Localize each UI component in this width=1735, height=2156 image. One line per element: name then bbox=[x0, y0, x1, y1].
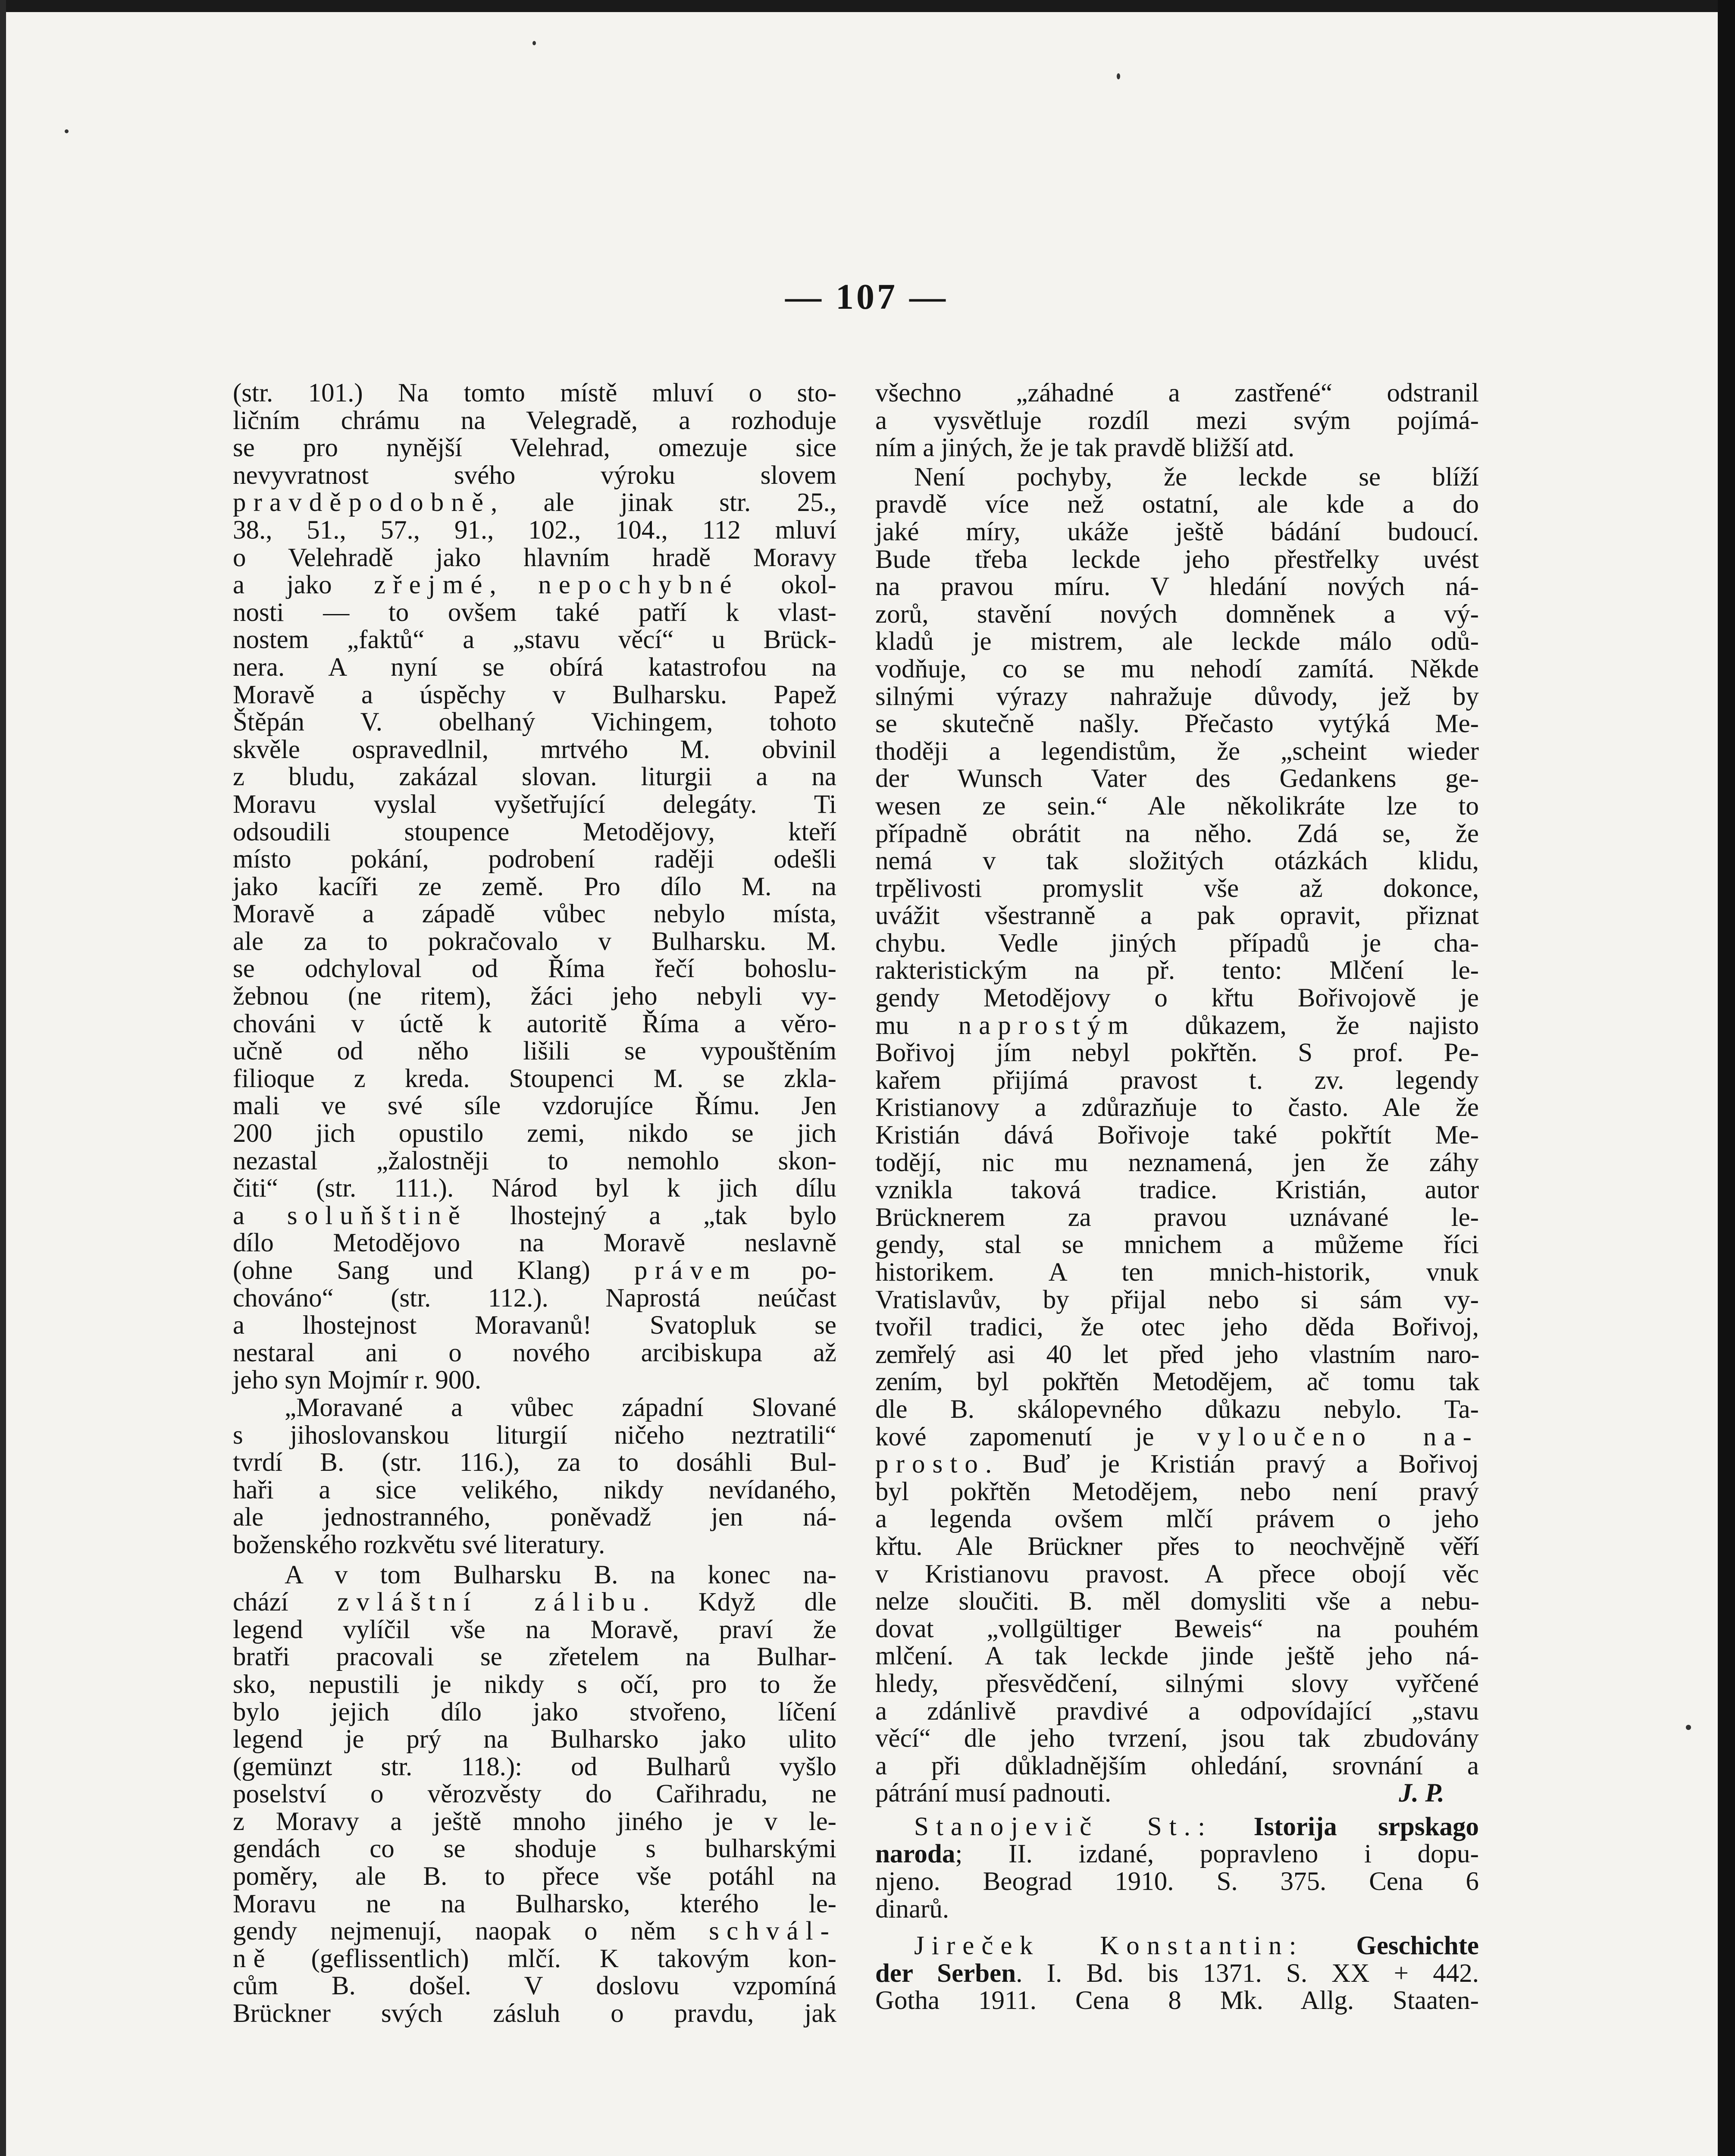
text-line: jaké míry, ukáže ještě bádání budoucí. bbox=[875, 517, 1479, 546]
text-line: dílo Metodějovo na Moravě neslavně bbox=[233, 1228, 836, 1258]
text-line: silnými výrazy nahražuje důvody, jež by bbox=[875, 682, 1479, 711]
text-line: Moravu ne na Bulharsko, kterého le- bbox=[233, 1889, 836, 1918]
emphasis-text: právem bbox=[634, 1256, 758, 1285]
text-line: se odchyloval od Říma řečí bohoslu- bbox=[233, 954, 836, 984]
text-line bbox=[875, 1932, 1479, 1960]
text-line: Není pochyby, že leckde se blíží bbox=[914, 462, 1479, 492]
paragraph bbox=[233, 379, 836, 1394]
text-line: Moravu vyslal vyšetřující delegáty. Ti bbox=[233, 790, 836, 819]
text-line bbox=[233, 1202, 836, 1230]
text-fragment: , ale jinak str. 25., bbox=[491, 488, 836, 517]
emphasis-text: zřejmé bbox=[374, 570, 490, 600]
text-line: případně obrátit na něho. Zdá se, že bbox=[875, 819, 1479, 848]
emphasis-text: nepochybné bbox=[538, 570, 739, 600]
text-line: křtu. Ale Brückner přes to neochvějně věří bbox=[875, 1532, 1479, 1561]
text-line: a lhostejnost Moravanů! Svatopluk se bbox=[233, 1311, 836, 1340]
paragraph bbox=[233, 1561, 836, 2028]
text-line: haři a sice velikého, nikdy nevídaného, bbox=[233, 1475, 836, 1504]
text-line bbox=[875, 1840, 1479, 1868]
author-name: Jireček Konstantin: bbox=[914, 1931, 1304, 1961]
text-line: Moravě a úspěchy v Bulharsku. Papež bbox=[233, 680, 836, 709]
emphasis-text: soluňštině bbox=[287, 1201, 468, 1230]
text-line: nostem „faktů“ a „stavu věcí“ u Brück- bbox=[233, 625, 836, 655]
text-line: všechno „záhadné a zastřené“ odstranil bbox=[875, 379, 1479, 407]
text-line: nosti — to ovšem také patří k vlast- bbox=[233, 598, 836, 627]
text-line: Brücknerem za pravou uznávané le- bbox=[875, 1203, 1479, 1232]
text-line: chováni v úctě k autoritě Říma a věro- bbox=[233, 1009, 836, 1038]
text-fragment: okol- bbox=[739, 570, 836, 600]
text-line: sko, nepustili je nikdy s očí, pro to že bbox=[233, 1670, 836, 1699]
text-line: o Velehradě jako hlavním hradě Moravy bbox=[233, 543, 836, 572]
text-line: ním a jiných, že je tak pravdě bližší atd. bbox=[875, 433, 1295, 463]
text-line: a legenda ovšem mlčí právem o jeho bbox=[875, 1504, 1479, 1534]
text-fragment: . Když dle bbox=[642, 1588, 836, 1617]
text-line: bratři pracovali se zřetelem na Bulhar- bbox=[233, 1642, 836, 1672]
text-line: wesen ze sein.“ Ale několikráte lze to bbox=[875, 791, 1479, 821]
text-line bbox=[233, 1257, 836, 1285]
text-fragment: (ohne Sang und Klang) bbox=[233, 1256, 634, 1285]
text-line: thoději a legendistům, že „scheint wieder bbox=[875, 736, 1479, 766]
text-line: bylo jejich dílo jako stvořeno, líčení bbox=[233, 1697, 836, 1727]
text-fragment: lhostejný a „tak bylo bbox=[467, 1201, 837, 1230]
text-line: na pravou míru. V hledání nových ná- bbox=[875, 572, 1479, 602]
text-line: Brückner svých zásluh o pravdu, jak bbox=[233, 1999, 836, 2028]
text-line: chybu. Vedle jiných případů je cha- bbox=[875, 928, 1479, 958]
text-fragment: kové zapomenutí je bbox=[875, 1422, 1197, 1451]
emphasis-text: prosto bbox=[875, 1450, 985, 1479]
book-title: Geschichte bbox=[1356, 1931, 1479, 1961]
text-line: ličním chrámu na Velegradě, a rozhoduje bbox=[233, 406, 836, 435]
scan-speck bbox=[532, 41, 536, 45]
text-line: gendy, stal se mnichem a můžeme říci bbox=[875, 1230, 1479, 1260]
scan-border-right bbox=[1718, 0, 1735, 2156]
text-line: nelze sloučiti. B. měl domysliti vše a nebu- bbox=[875, 1587, 1479, 1616]
text-line: „Moravané a vůbec západní Slované bbox=[285, 1393, 836, 1422]
text-line: žebnou (ne ritem), žáci jeho nebyli vy- bbox=[233, 982, 836, 1011]
text-line: místo pokání, podrobení raději odešli bbox=[233, 845, 836, 874]
text-line: dinarů. bbox=[875, 1894, 949, 1924]
text-line: 200 jich opustilo zemi, nikdo se jich bbox=[233, 1119, 836, 1148]
text-line bbox=[875, 1451, 1479, 1478]
text-line: v Kristianovu pravost. A přece obojí věc bbox=[875, 1559, 1479, 1589]
text-fragment: mu bbox=[875, 1011, 958, 1040]
bibliography-entry bbox=[875, 1813, 1479, 1923]
text-line: ale za to pokračovalo v Bulharsku. M. bbox=[233, 927, 836, 956]
emphasis-text: schvál- bbox=[709, 1917, 836, 1946]
text-line: vznikla taková tradice. Kristián, autor bbox=[875, 1175, 1479, 1205]
emphasis-text: vyloučeno na- bbox=[1197, 1422, 1479, 1451]
book-title: naroda bbox=[875, 1839, 955, 1869]
text-line: mali ve své síle vzdorujíce Římu. Jen bbox=[233, 1091, 836, 1121]
text-line: vodňuje, co se mu nehodí zamítá. Někde bbox=[875, 654, 1479, 683]
text-line: s jihoslovanskou liturgií ničeho neztratili“ bbox=[233, 1420, 836, 1450]
emphasis-text: pravděpodobně bbox=[233, 488, 491, 517]
right-column bbox=[875, 379, 1479, 2015]
text-line: A v tom Bulharsku B. na konec na- bbox=[285, 1560, 836, 1589]
emphasis-text: zvláštní zálibu bbox=[337, 1588, 643, 1617]
text-line: legend je prý na Bulharsko jako ulito bbox=[233, 1725, 836, 1754]
text-line: gendy Metodějovy o křtu Bořivojově je bbox=[875, 984, 1479, 1013]
text-line: hledy, přesvědčení, silnými slovy vyřčené bbox=[875, 1669, 1479, 1698]
text-fragment: . Buď je Kristián pravý a Bořivoj bbox=[985, 1450, 1479, 1479]
text-line: čiti“ (str. 111.). Národ byl k jich dílu bbox=[233, 1174, 836, 1203]
paragraph bbox=[875, 379, 1479, 462]
text-line: Bude třeba leckde jeho přestřelky uvést bbox=[875, 545, 1479, 574]
scan-speck bbox=[1686, 1725, 1691, 1730]
text-fragment: , bbox=[489, 570, 539, 600]
text-line bbox=[233, 1945, 836, 1973]
text-line bbox=[875, 1960, 1479, 1987]
text-line bbox=[875, 1780, 1479, 1807]
text-line: der Wunsch Vater des Gedankens ge- bbox=[875, 764, 1479, 793]
text-line bbox=[233, 489, 836, 517]
text-line: jako kacíři ze země. Pro dílo M. na bbox=[233, 872, 836, 901]
bibliography-entry bbox=[875, 1932, 1479, 2015]
text-line: Vratislavův, by přijal nebo si sám vy- bbox=[875, 1285, 1479, 1314]
text-line: trpělivosti promyslit vše až dokonce, bbox=[875, 874, 1479, 903]
text-line: skvěle ospravedlnil, mrtvého M. obvinil bbox=[233, 735, 836, 764]
text-line: chováno“ (str. 112.). Naprostá neúčast bbox=[233, 1283, 836, 1313]
text-fragment: pátrání musí padnouti. bbox=[875, 1779, 1112, 1808]
text-line: Bořivoj jím nebyl pokřtěn. S prof. Pe- bbox=[875, 1038, 1479, 1068]
text-line: legend vylíčil vše na Moravě, praví že bbox=[233, 1615, 836, 1644]
text-line: zorů, stavění nových domněnek a vý- bbox=[875, 599, 1479, 629]
text-line: jeho syn Mojmír r. 900. bbox=[233, 1366, 482, 1395]
text-line: tvořil tradici, že otec jeho děda Bořivoj, bbox=[875, 1313, 1479, 1342]
paragraph bbox=[233, 1394, 836, 1559]
scan-speck bbox=[1117, 73, 1120, 79]
scan-speck bbox=[65, 129, 69, 133]
text-line: učně od něho lišili se vypouštěním bbox=[233, 1037, 836, 1066]
text-line: Kristianovy a zdůrazňuje to často. Ale že bbox=[875, 1093, 1479, 1122]
scan-border-left bbox=[0, 0, 6, 2156]
text-line: tvrdí B. (str. 116.), za to dosáhli Bul- bbox=[233, 1448, 836, 1477]
text-line: nevyvratnost svého výroku slovem bbox=[233, 461, 836, 490]
text-line: historikem. A ten mnich-historik, vnuk bbox=[875, 1258, 1479, 1287]
text-line: mlčení. A tak leckde jinde ještě jeho ná- bbox=[875, 1642, 1479, 1671]
text-line: a vysvětluje rozdíl mezi svým pojímá- bbox=[875, 406, 1479, 435]
text-line: a při důkladnějším ohledání, srovnání a bbox=[875, 1751, 1479, 1780]
text-line bbox=[233, 1918, 836, 1945]
text-line: z Moravy a ještě mnoho jiného je v le- bbox=[233, 1807, 836, 1836]
text-fragment: (geflissentlich) mlčí. K takovým kon- bbox=[272, 1944, 836, 1973]
text-line: se pro nynější Velehrad, omezuje sice bbox=[233, 433, 836, 463]
text-line: njeno. Beograd 1910. S. 375. Cena 6 bbox=[875, 1867, 1479, 1896]
text-line: nera. A nyní se obírá katastrofou na bbox=[233, 652, 836, 682]
text-fragment: a jako bbox=[233, 570, 374, 600]
text-line: Moravě a západě vůbec nebylo místa, bbox=[233, 899, 836, 929]
text-line bbox=[875, 1813, 1479, 1841]
text-fragment: a bbox=[233, 1201, 287, 1230]
paragraph bbox=[875, 464, 1479, 1807]
text-line: nezastal „žalostněji to nemohlo skon- bbox=[233, 1146, 836, 1175]
text-line: cům B. došel. V doslovu vzpomíná bbox=[233, 1971, 836, 2001]
text-line bbox=[875, 1423, 1479, 1451]
author-name: Stanojevič St.: bbox=[914, 1812, 1213, 1841]
text-line: pravdě více než ostatní, ale kde a do bbox=[875, 490, 1479, 519]
text-line: věcí“ dle jeho tvrzení, jsou tak zbudovány bbox=[875, 1724, 1479, 1753]
emphasis-text: ně bbox=[233, 1944, 272, 1973]
text-line: poměry, ale B. to přece vše potáhl na bbox=[233, 1862, 836, 1891]
text-line: gendách co se shoduje s bulharskými bbox=[233, 1834, 836, 1864]
text-line: uvážit všestranně a pak opravit, přiznat bbox=[875, 901, 1479, 931]
text-line: nemá v tak složitých otázkách klidu, bbox=[875, 846, 1479, 876]
text-fragment: ; II. izdané, popravleno i dopu- bbox=[955, 1839, 1479, 1869]
book-title: der Serben bbox=[875, 1959, 1016, 1988]
text-line bbox=[875, 1012, 1479, 1040]
scan-border-top bbox=[0, 0, 1735, 12]
text-line: ale jednostranného, poněvadž jen ná- bbox=[233, 1503, 836, 1532]
text-line: kařem přijímá pravost t. zv. legendy bbox=[875, 1065, 1479, 1095]
text-line: rakteristickým na př. tento: Mlčení le- bbox=[875, 956, 1479, 985]
text-line: byl pokřtěn Metodějem, nebo není pravý bbox=[875, 1477, 1479, 1506]
text-line: Kristián dává Bořivoje také pokřtít Me- bbox=[875, 1121, 1479, 1150]
text-line: Gotha 1911. Cena 8 Mk. Allg. Staaten- bbox=[875, 1986, 1479, 2015]
text-line: poselství o věrozvěsty do Cařihradu, ne bbox=[233, 1780, 836, 1809]
text-fragment: chází bbox=[233, 1588, 338, 1617]
text-line: (gemünzt str. 118.): od Bulharů vyšlo bbox=[233, 1752, 836, 1781]
left-column bbox=[233, 379, 836, 2028]
text-line: se skutečně našly. Přečasto vytýká Me- bbox=[875, 709, 1479, 739]
text-line: dle B. skálopevného důkazu nebylo. Ta- bbox=[875, 1395, 1479, 1424]
text-line: zemřelý asi 40 let před jeho vlastním naro- bbox=[875, 1340, 1479, 1369]
text-line: todějí, nic mu neznamená, jen že záhy bbox=[875, 1148, 1479, 1177]
text-line: kladů je mistrem, ale leckde málo odů- bbox=[875, 627, 1479, 656]
emphasis-text: naprostým bbox=[958, 1011, 1136, 1040]
text-fragment: po- bbox=[757, 1256, 836, 1285]
text-line: a zdánlivě pravdivé a odpovídající „stavu bbox=[875, 1696, 1479, 1726]
text-line: dovat „vollgültiger Beweis“ na pouhém bbox=[875, 1614, 1479, 1643]
text-line: nestaral ani o nového arcibiskupa až bbox=[233, 1338, 836, 1367]
text-line: zením, byl pokřtěn Metodějem, ač tomu tak bbox=[875, 1367, 1479, 1397]
text-line: (str. 101.) Na tomto místě mluví o sto- bbox=[233, 379, 836, 407]
author-initials: J. P. bbox=[1399, 1779, 1444, 1808]
page-number: — 107 — bbox=[785, 277, 948, 317]
text-fragment: . I. Bd. bis 1371. S. XX + 442. bbox=[1016, 1959, 1479, 1988]
text-fragment: gendy nejmenují, naopak o něm bbox=[233, 1917, 709, 1946]
text-line: boženského rozkvětu své literatury. bbox=[233, 1530, 605, 1559]
book-title: Istorija srpskago bbox=[1253, 1812, 1479, 1841]
text-line: filioque z kreda. Stoupenci M. se zkla- bbox=[233, 1064, 836, 1093]
text-line: z bludu, zakázal slovan. liturgii a na bbox=[233, 762, 836, 792]
text-fragment: důkazem, že najisto bbox=[1135, 1011, 1479, 1040]
text-line: Štěpán V. obelhaný Vichingem, tohoto bbox=[233, 708, 836, 737]
text-line: 38., 51., 57., 91., 102., 104., 112 mluví bbox=[233, 515, 836, 545]
text-line bbox=[233, 571, 836, 599]
text-line bbox=[233, 1589, 836, 1616]
text-line: odsoudili stoupence Metodějovy, kteří bbox=[233, 817, 836, 846]
